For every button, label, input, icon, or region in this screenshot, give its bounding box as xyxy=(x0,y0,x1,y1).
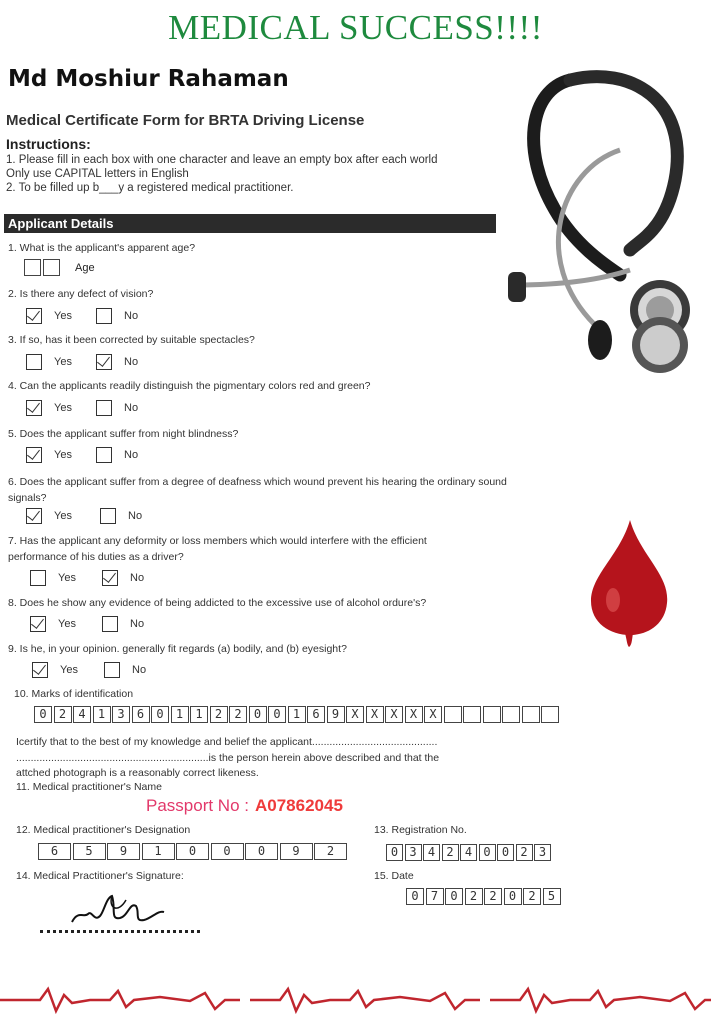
identification-char-box[interactable] xyxy=(483,706,501,723)
question-9: 9. Is he, in your opinion. generally fit regards (a) bodily, and (b) eyesight? xyxy=(8,643,347,655)
question-4: 4. Can the applicants readily distinguish the pigmentary colors red and green? xyxy=(8,380,371,392)
designation-char-box[interactable]: 0 xyxy=(176,843,209,860)
q4-no-label: No xyxy=(124,402,139,414)
section-header: Applicant Details xyxy=(4,214,496,233)
certify-line-1: Icertify that to the best of my knowledge and belief the applicant........................................... xyxy=(16,736,438,748)
identification-char-box[interactable]: 3 xyxy=(112,706,130,723)
question-10: 10. Marks of identification xyxy=(14,688,134,700)
designation-boxes[interactable] xyxy=(38,843,349,860)
date-char-box[interactable]: 2 xyxy=(523,888,541,905)
q5-yes-checkbox[interactable] xyxy=(26,447,42,463)
q4-yes-label: Yes xyxy=(54,402,72,414)
identification-char-box[interactable] xyxy=(463,706,481,723)
q6-yes-option[interactable] xyxy=(26,508,72,524)
q9-no-option[interactable] xyxy=(104,662,146,678)
registration-char-box[interactable]: 4 xyxy=(423,844,440,861)
holder-name: Md Moshiur Rahaman xyxy=(8,66,289,92)
designation-char-box[interactable]: 5 xyxy=(73,843,106,860)
signature-icon xyxy=(68,888,168,936)
q6-yes-checkbox[interactable] xyxy=(26,508,42,524)
q3-no-option[interactable] xyxy=(96,354,138,370)
q8-yes-checkbox[interactable] xyxy=(30,616,46,632)
q7-no-label: No xyxy=(130,572,145,584)
q2-yes-option[interactable] xyxy=(26,308,72,324)
identification-char-box[interactable]: 4 xyxy=(73,706,91,723)
identification-char-box[interactable]: 2 xyxy=(210,706,228,723)
identification-boxes[interactable] xyxy=(34,706,561,723)
designation-char-box[interactable]: 1 xyxy=(142,843,175,860)
q5-no-label: No xyxy=(124,449,139,461)
designation-char-box[interactable]: 9 xyxy=(280,843,313,860)
q8-yes-option[interactable] xyxy=(30,616,76,632)
designation-char-box[interactable]: 2 xyxy=(314,843,347,860)
registration-char-box[interactable]: 2 xyxy=(442,844,459,861)
question-1: 1. What is the applicant's apparent age? xyxy=(8,242,196,254)
identification-char-box[interactable] xyxy=(444,706,462,723)
identification-char-box[interactable]: 0 xyxy=(249,706,267,723)
banner-title: MEDICAL SUCCESS!!!! xyxy=(168,8,543,47)
question-3: 3. If so, has it been corrected by suitable spectacles? xyxy=(8,334,255,346)
date-char-box[interactable]: 5 xyxy=(543,888,561,905)
q3-yes-checkbox[interactable] xyxy=(26,354,42,370)
q9-no-checkbox[interactable] xyxy=(104,662,120,678)
registration-char-box[interactable]: 0 xyxy=(386,844,403,861)
signature-label: 14. Medical Practitioner's Signature: xyxy=(16,870,184,882)
registration-char-box[interactable]: 2 xyxy=(516,844,533,861)
instruction-line: 2. To be filled up b___y a registered medical practitioner. xyxy=(6,182,294,194)
designation-char-box[interactable]: 6 xyxy=(38,843,71,860)
q8-no-checkbox[interactable] xyxy=(102,616,118,632)
stethoscope-icon xyxy=(500,60,710,380)
identification-char-box[interactable]: X xyxy=(405,706,423,723)
q4-yes-checkbox[interactable] xyxy=(26,400,42,416)
q6-yes-label: Yes xyxy=(54,510,72,522)
q7-no-option[interactable] xyxy=(102,570,144,586)
q2-yes-checkbox[interactable] xyxy=(26,308,42,324)
identification-char-box[interactable]: 2 xyxy=(229,706,247,723)
q2-no-option[interactable] xyxy=(96,308,138,324)
identification-char-box[interactable]: 0 xyxy=(34,706,52,723)
q3-yes-option[interactable] xyxy=(26,354,72,370)
q2-yes-label: Yes xyxy=(54,310,72,322)
q3-no-checkbox[interactable] xyxy=(96,354,112,370)
identification-char-box[interactable]: 9 xyxy=(327,706,345,723)
signature-line xyxy=(40,930,200,933)
passport-number: Passport No : A07862045 xyxy=(146,796,343,815)
identification-char-box[interactable]: 0 xyxy=(268,706,286,723)
q2-no-checkbox[interactable] xyxy=(96,308,112,324)
identification-char-box[interactable]: 0 xyxy=(151,706,169,723)
question-6: 6. Does the applicant suffer from a degree of deafness which wound prevent his hearing the ordinary sound signals? xyxy=(8,476,507,504)
identification-char-box[interactable] xyxy=(502,706,520,723)
q6-no-label: No xyxy=(128,510,143,522)
registration-boxes[interactable] xyxy=(386,844,553,861)
date-boxes[interactable] xyxy=(406,888,562,905)
q5-no-checkbox[interactable] xyxy=(96,447,112,463)
identification-char-box[interactable]: 1 xyxy=(93,706,111,723)
designation-char-box[interactable]: 9 xyxy=(107,843,140,860)
identification-char-box[interactable] xyxy=(541,706,559,723)
instruction-line: Only use CAPITAL letters in English xyxy=(6,168,189,180)
instruction-line: 1. Please fill in each box with one character and leave an empty box after each world xyxy=(6,154,438,166)
age-boxes[interactable] xyxy=(24,259,61,276)
date-char-box[interactable]: 0 xyxy=(504,888,522,905)
q3-no-label: No xyxy=(124,356,139,368)
q9-yes-checkbox[interactable] xyxy=(32,662,48,678)
identification-char-box[interactable]: 1 xyxy=(171,706,189,723)
q5-no-option[interactable] xyxy=(96,447,138,463)
age-box[interactable] xyxy=(43,259,60,276)
q4-yes-option[interactable] xyxy=(26,400,72,416)
q8-no-label: No xyxy=(130,618,145,630)
designation-char-box[interactable]: 0 xyxy=(245,843,278,860)
q6-no-checkbox[interactable] xyxy=(100,508,116,524)
q8-yes-label: Yes xyxy=(58,618,76,630)
question-5: 5. Does the applicant suffer from night blindness? xyxy=(8,428,239,440)
q7-no-checkbox[interactable] xyxy=(102,570,118,586)
registration-char-box[interactable]: 0 xyxy=(497,844,514,861)
identification-char-box[interactable]: X xyxy=(385,706,403,723)
registration-char-box[interactable]: 3 xyxy=(534,844,551,861)
registration-char-box[interactable]: 4 xyxy=(460,844,477,861)
q2-no-label: No xyxy=(124,310,139,322)
q9-no-label: No xyxy=(132,664,147,676)
q6-no-option[interactable] xyxy=(100,508,142,524)
q4-no-option[interactable] xyxy=(96,400,138,416)
identification-char-box[interactable]: 6 xyxy=(307,706,325,723)
age-box[interactable] xyxy=(24,259,41,276)
date-char-box[interactable]: 0 xyxy=(406,888,424,905)
q9-yes-option[interactable] xyxy=(32,662,78,678)
registration-char-box[interactable]: 3 xyxy=(405,844,422,861)
q5-yes-option[interactable] xyxy=(26,447,72,463)
date-label: 15. Date xyxy=(374,870,414,882)
age-label: Age xyxy=(75,262,95,274)
practitioner-name-label: 11. Medical practitioner's Name xyxy=(16,781,162,793)
q5-yes-label: Yes xyxy=(54,449,72,461)
identification-char-box[interactable]: X xyxy=(366,706,384,723)
q9-yes-label: Yes xyxy=(60,664,78,676)
q7-yes-checkbox[interactable] xyxy=(30,570,46,586)
q3-yes-label: Yes xyxy=(54,356,72,368)
registration-char-box[interactable]: 0 xyxy=(479,844,496,861)
identification-char-box[interactable]: 1 xyxy=(190,706,208,723)
date-char-box[interactable]: 7 xyxy=(426,888,444,905)
q7-yes-label: Yes xyxy=(58,572,76,584)
question-2: 2. Is there any defect of vision? xyxy=(8,288,154,300)
instructions-heading: Instructions: xyxy=(6,136,91,152)
designation-label: 12. Medical practitioner's Designation xyxy=(16,824,191,836)
q8-no-option[interactable] xyxy=(102,616,144,632)
identification-char-box[interactable] xyxy=(522,706,540,723)
identification-char-box[interactable]: 1 xyxy=(288,706,306,723)
certify-line-3: attched photograph is a reasonably correct likeness. xyxy=(16,767,259,779)
registration-label: 13. Registration No. xyxy=(374,824,467,836)
question-7: 7. Has the applicant any deformity or loss members which would interfere with the efficient performance of his duties as a driver? xyxy=(8,535,427,563)
q7-yes-option[interactable] xyxy=(30,570,76,586)
certify-line-2: ..................................................................is the person herein above described and that the xyxy=(16,752,440,764)
q4-no-checkbox[interactable] xyxy=(96,400,112,416)
blood-drop-icon xyxy=(585,515,675,650)
form-title: Medical Certificate Form for BRTA Driving License xyxy=(6,112,365,129)
identification-char-box[interactable]: 2 xyxy=(54,706,72,723)
question-8: 8. Does he show any evidence of being addicted to the excessive use of alcohol ordure's? xyxy=(8,597,427,609)
identification-char-box[interactable]: 6 xyxy=(132,706,150,723)
heartbeat-icon xyxy=(0,985,711,1015)
identification-char-box[interactable]: X xyxy=(346,706,364,723)
identification-char-box[interactable]: X xyxy=(424,706,442,723)
date-char-box[interactable]: 2 xyxy=(484,888,502,905)
designation-char-box[interactable]: 0 xyxy=(211,843,244,860)
date-char-box[interactable]: 0 xyxy=(445,888,463,905)
date-char-box[interactable]: 2 xyxy=(465,888,483,905)
